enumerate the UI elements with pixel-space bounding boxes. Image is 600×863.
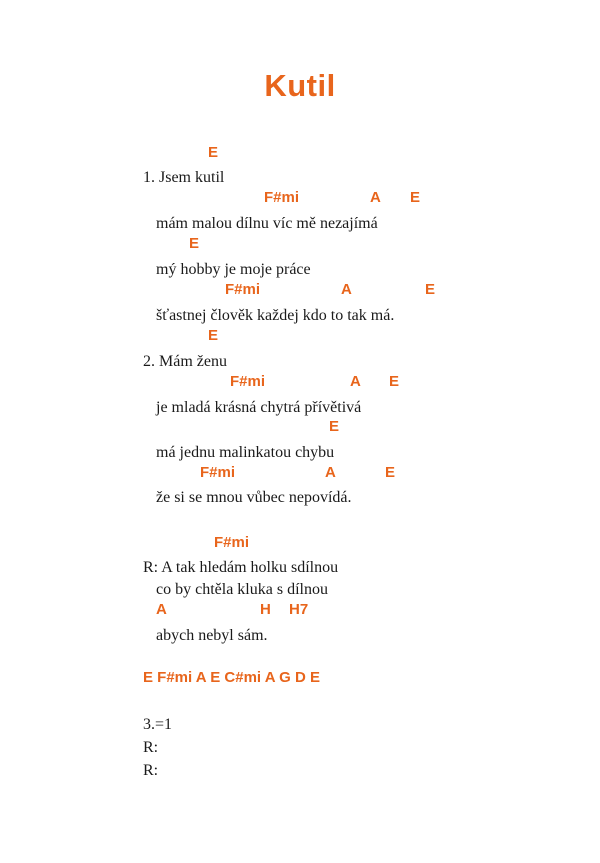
- lyric-line: má jednu malinkatou chybu: [156, 444, 335, 461]
- chord: F#mi: [264, 189, 300, 206]
- chord: E: [329, 418, 340, 435]
- chord: E: [208, 327, 219, 344]
- chord-progression: E F#mi A E C#mi A G D E: [143, 669, 320, 686]
- chord: A: [341, 281, 352, 298]
- chord: H7: [289, 601, 309, 618]
- chord: E: [389, 373, 400, 390]
- lyric-line: co by chtěla kluka s dílnou: [156, 581, 328, 598]
- lyric-line: 1. Jsem kutil: [143, 169, 225, 186]
- lyric-line: R:: [143, 762, 159, 779]
- lyric-line: je mladá krásná chytrá přívětivá: [156, 399, 362, 416]
- lyric-line: mám malou dílnu víc mě nezajímá: [156, 215, 378, 232]
- chord: A: [370, 189, 381, 206]
- chord: A: [350, 373, 361, 390]
- chord: H: [260, 601, 271, 618]
- chord: F#mi: [225, 281, 261, 298]
- chord: A: [156, 601, 167, 618]
- chord: E: [385, 464, 396, 481]
- lyric-line: 3.=1: [143, 716, 173, 733]
- chord: F#mi: [214, 534, 250, 551]
- chord: F#mi: [200, 464, 236, 481]
- song-title: Kutil: [264, 68, 336, 103]
- chord: E: [425, 281, 436, 298]
- lyric-line: abych nebyl sám.: [156, 627, 268, 644]
- chord: E: [189, 235, 200, 252]
- lyric-line: R: A tak hledám holku sdílnou: [143, 559, 339, 576]
- lyric-line: 2. Mám ženu: [143, 353, 227, 370]
- lyric-line: R:: [143, 739, 159, 756]
- lyric-line: šťastnej člověk každej kdo to tak má.: [156, 307, 395, 324]
- chord: F#mi: [230, 373, 266, 390]
- lyric-line: mý hobby je moje práce: [156, 261, 311, 278]
- chord: E: [208, 144, 219, 161]
- lyric-line: že si se mnou vůbec nepovídá.: [156, 489, 352, 506]
- chord: E: [410, 189, 421, 206]
- chord: A: [325, 464, 336, 481]
